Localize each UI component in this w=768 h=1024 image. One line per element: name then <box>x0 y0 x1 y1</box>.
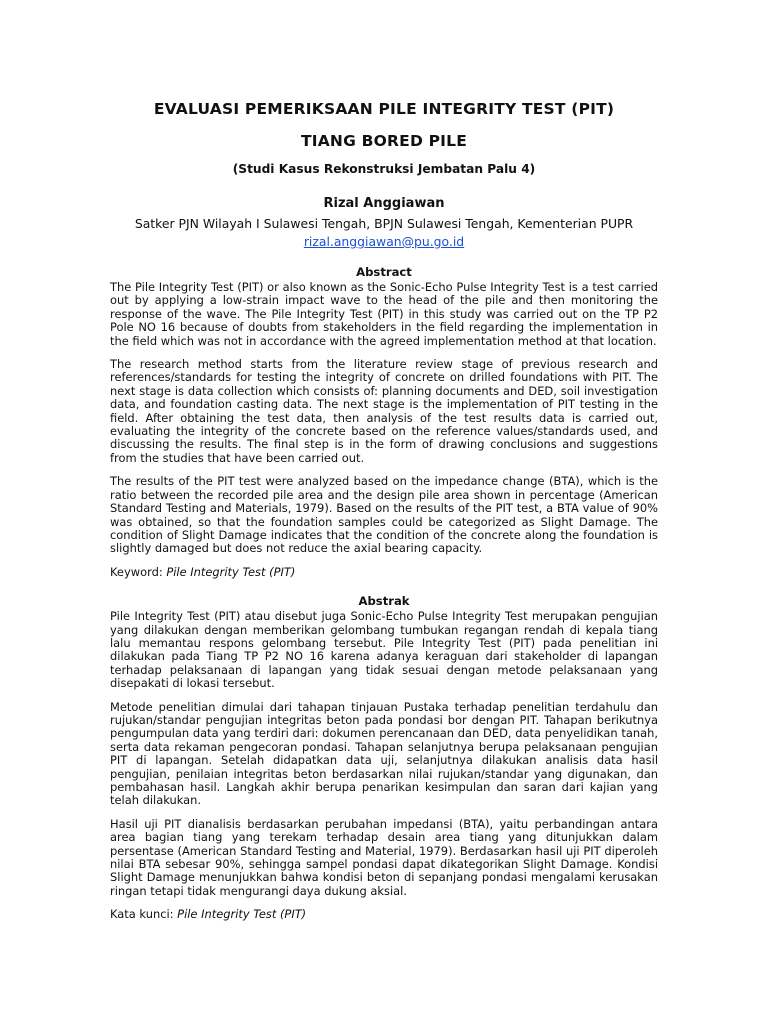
abstract-keywords <box>110 566 658 579</box>
author-name: Rizal Anggiawan <box>323 196 445 211</box>
paper-title-line-2: TIANG BORED PILE <box>301 132 467 150</box>
paper-page <box>110 96 658 922</box>
keyword-value: Pile Integrity Test (PIT) <box>166 564 296 579</box>
abstrak-paragraph-2: Metode penelitian dimulai dari tahapan tinjauan Pustaka terhadap penelitian terdahulu dan rujukan/standar pengujian integritas beton pada pondasi bor dengan PIT. Tahapan berikutnya pengumpulan data yang terdiri dari: dokumen perencanaan dan DED, data penyelidikan tanah, serta data rekaman pengecoran pondasi. Tahapan selanjutnya berupa pelaksanaan pengujian PIT di lapangan. Setelah didapatkan data uji, selanjutnya dilakukan analisis data hasil pengujian, penilaian integritas beton berdasarkan nilai rujukan/standar yang digunakan, dan pembahasan hasil. Langkah akhir berupa penarikan kesimpulan dan saran dari kajian yang telah dilakukan. <box>110 699 658 808</box>
author-email <box>110 234 658 249</box>
abstrak-paragraph-3: Hasil uji PIT dianalisis berdasarkan perubahan impedansi (BTA), yaitu perbandingan antara area bagian tiang yang terekam terhadap desain area tiang yang ditunjukkan dalam persentase (American Standard Testing and Material, 1979). Berdasarkan hasil uji PIT diperoleh nilai BTA sebesar 90%, sehingga sampel pondasi dapat dikategorikan Slight Damage. Kondisi Slight Damage menunjukkan bahwa kondisi beton di sepanjang pondasi mengalami kerusakan ringan tetapi tidak mengurangi daya dukung aksial. <box>110 816 658 898</box>
paper-title-line-1: EVALUASI PEMERIKSAAN PILE INTEGRITY TEST (PIT) <box>153 100 615 118</box>
abstrak-heading: Abstrak <box>358 594 410 609</box>
abstract-heading: Abstract <box>356 265 412 279</box>
kata-kunci-value: Pile Integrity Test (PIT) <box>177 907 307 922</box>
abstrak-keywords <box>110 908 658 921</box>
abstrak-paragraph-1: Pile Integrity Test (PIT) atau disebut juga Sonic-Echo Pulse Integrity Test merupakan pengujian yang dilakukan dengan memberikan gelombang tumbukan regangan rendah di kepala tiang lalu memantau respons gelombang tersebut. Pile Integrity Test (PIT) pada penelitian ini dilakukan pada Tiang TP P2 NO 16 karena adanya keraguan dari stakeholder di lapangan terhadap pelaksanaan di lapangan yang tidak sesuai dengan metode pelaksanaan yang disepakati di lokasi tersebut. <box>110 609 658 691</box>
abstract-paragraph-2: The research method starts from the literature review stage of previous research and references/standards for testing the integrity of concrete on drilled foundations with PIT. The next stage is data collection which consists of: planning documents and DED, soil investigation data, and foundation casting data. The next stage is the implementation of PIT testing in the field. After obtaining the test data, then analysis of the test results data is carried out, evaluating the integrity of the concrete based on the reference values/standards used, and discussing the results. The final step is in the form of drawing conclusions and suggestions from the studies that have been carried out. <box>110 357 658 465</box>
email-link[interactable]: rizal.anggiawan@pu.go.id <box>303 234 465 249</box>
author-affiliation: Satker PJN Wilayah I Sulawesi Tengah, BPJN Sulawesi Tengah, Kementerian PUPR <box>134 216 634 231</box>
abstract-paragraph-3: The results of the PIT test were analyzed based on the impedance change (BTA), which is the ratio between the recorded pile area and the design pile area shown in percentage (American Standard Testing and Materials, 1979). Based on the results of the PIT test, a BTA value of 90% was obtained, so that the foundation samples could be categorized as Slight Damage. The condition of Slight Damage indicates that the condition of the concrete along the foundation is slightly damaged but does not reduce the axial bearing capacity. <box>110 474 658 556</box>
kata-kunci-label: Kata kunci: <box>110 907 174 922</box>
keyword-label: Keyword: <box>110 564 163 579</box>
paper-subtitle: (Studi Kasus Rekonstruksi Jembatan Palu 4) <box>232 162 536 176</box>
abstract-paragraph-1: The Pile Integrity Test (PIT) or also known as the Sonic-Echo Pulse Integrity Test is a test carried out by applying a low-strain impact wave to the head of the pile and then monitoring the response of the wave. The Pile Integrity Test (PIT) in this study was carried out on the TP P2 Pole NO 16 because of doubts from stakeholders in the field regarding the implementation in the field which was not in accordance with the agreed implementation method at that location. <box>110 280 658 348</box>
